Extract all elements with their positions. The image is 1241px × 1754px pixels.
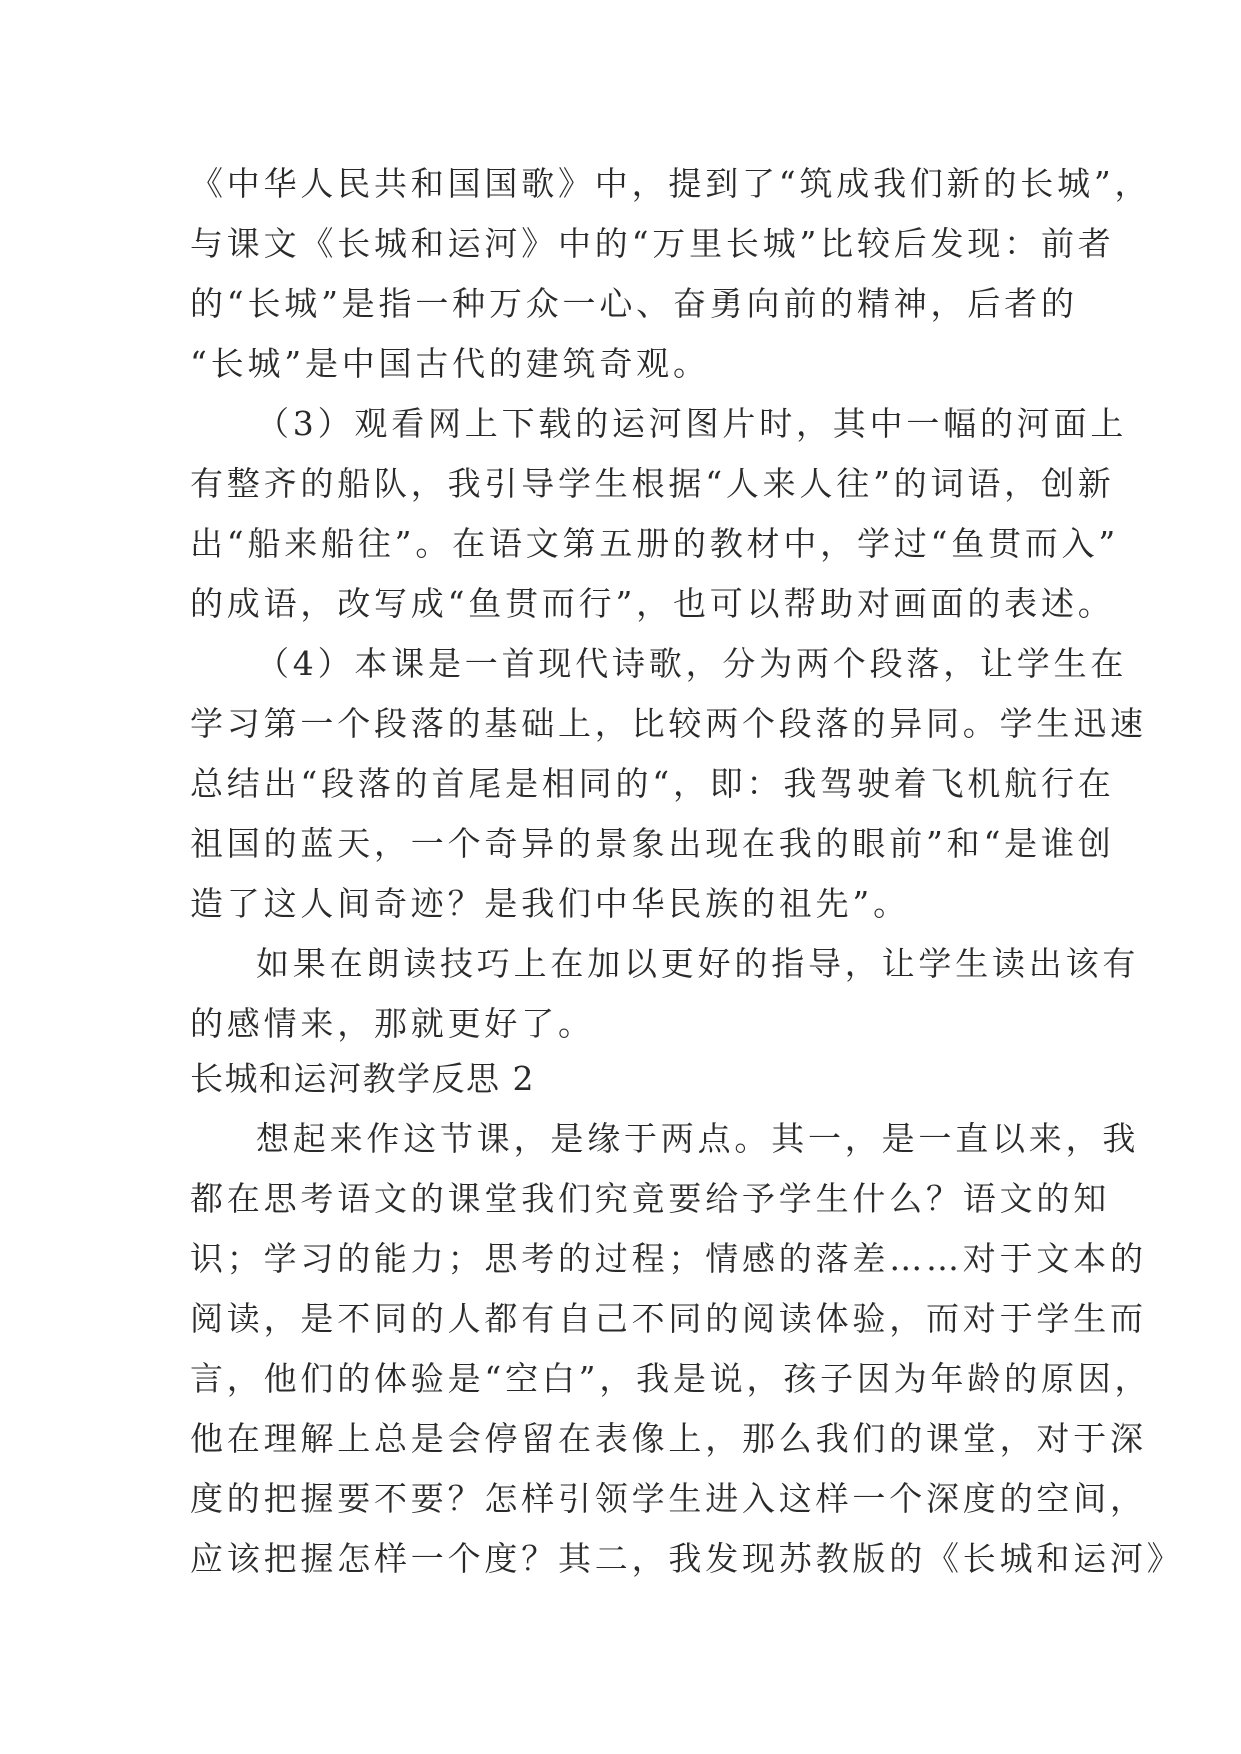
text-line: 造了这人间奇迹？是我们中华民族的祖先”。 <box>190 884 910 923</box>
text-line: 出“船来船往”。在语文第五册的教材中，学过“鱼贯而入” <box>190 524 1120 563</box>
text-line: 言，他们的体验是“空白”，我是说，孩子因为年龄的原因， <box>190 1359 1152 1398</box>
text-line: 总结出“段落的首尾是相同的“，即：我驾驶着飞机航行在 <box>190 764 1115 803</box>
text-line: 与课文《长城和运河》中的“万里长城”比较后发现：前者 <box>190 224 1115 263</box>
paragraph-first-line: 想起来作这节课，是缘于两点。其一，是一直以来，我 <box>256 1119 1140 1158</box>
paragraph-first-line: 如果在朗读技巧上在加以更好的指导，让学生读出该有 <box>256 944 1140 983</box>
text-line: 的感情来，那就更好了。 <box>190 1004 595 1043</box>
text-line: 识；学习的能力；思考的过程；情感的落差……对于文本的 <box>190 1239 1147 1278</box>
text-line: 都在思考语文的课堂我们究竟要给予学生什么？语文的知 <box>190 1179 1110 1218</box>
text-line: 祖国的蓝天，一个奇异的景象出现在我的眼前”和“是谁创 <box>190 824 1115 863</box>
paragraph-first-line: （3）观看网上下载的运河图片时，其中一幅的河面上 <box>256 404 1128 443</box>
text-line: 的“长城”是指一种万众一心、奋勇向前的精神，后者的 <box>190 284 1078 323</box>
text-line: 度的把握要不要？怎样引领学生进入这样一个深度的空间， <box>190 1479 1147 1518</box>
paragraph-first-line: （4）本课是一首现代诗歌，分为两个段落，让学生在 <box>256 644 1128 683</box>
text-line: 有整齐的船队，我引导学生根据“人来人往”的词语，创新 <box>190 464 1115 503</box>
text-line: 学习第一个段落的基础上，比较两个段落的异同。学生迅速 <box>190 704 1147 743</box>
text-line: “长城”是中国古代的建筑奇观。 <box>190 344 710 383</box>
text-line: 的成语，改写成“鱼贯而行”，也可以帮助对画面的表述。 <box>190 584 1115 623</box>
text-line: 《中华人民共和国国歌》中，提到了“筑成我们新的长城”， <box>190 164 1152 203</box>
text-line: 阅读，是不同的人都有自己不同的阅读体验，而对于学生而 <box>190 1299 1147 1338</box>
section-heading: 长城和运河教学反思 2 <box>190 1059 535 1098</box>
text-line: 他在理解上总是会停留在表像上，那么我们的课堂，对于深 <box>190 1419 1147 1458</box>
text-line: 应该把握怎样一个度？其二，我发现苏教版的《长城和运河》 <box>190 1539 1184 1578</box>
